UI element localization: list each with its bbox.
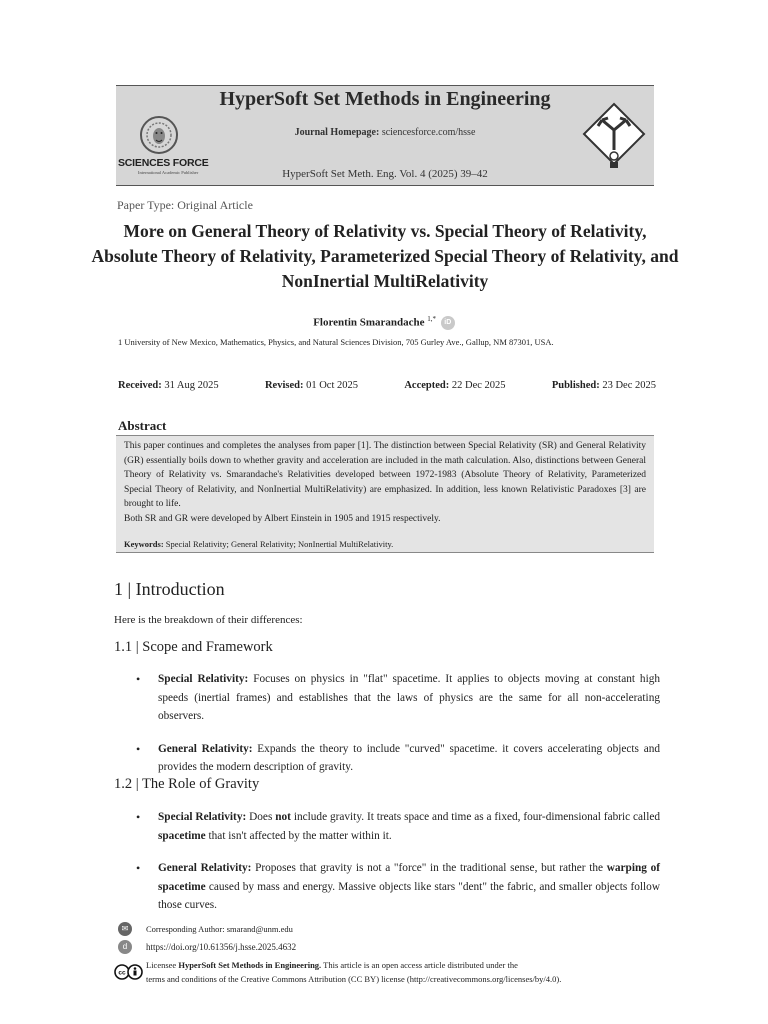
date-revised: Revised: 01 Oct 2025	[264, 380, 358, 391]
publisher-name: SCIENCES FORCE	[118, 157, 209, 169]
journal-header-banner	[116, 85, 654, 186]
date-published: Published: 23 Dec 2025	[551, 380, 656, 391]
corresponding-author[interactable]: Corresponding Author: smarand@unm.edu	[146, 924, 293, 934]
section-heading-introduction: 1 | Introduction	[114, 579, 225, 599]
journal-seal-icon	[578, 100, 650, 172]
license-line-2[interactable]: terms and conditions of the Creative Commons Attribution (CC BY) license (http://creativecommons.org/licenses/by/4.0).	[146, 974, 562, 984]
paper-type: Paper Type: Original Article	[117, 198, 253, 212]
list-item: • Special Relativity: Does not include gravity. It treats space and time as a fixed, four-dimensional fabric called spacetime that isn't affected by the matter within it.	[136, 808, 660, 845]
publication-dates	[118, 380, 656, 391]
abstract-box	[116, 435, 654, 553]
abstract-paragraph: This paper continues and completes the analyses from paper [1]. The distinction between Special Relativity (SR) and General Relativity (GR) essentially boils down to whether gravity and acceleration are included in the math calculation. Also, distinctions between General Theory of Relativity vs. Smarandache's Relativities developed between 1972-1983 (Absolute Theory of Relativity, Parameterized Special Theory of Relativity, and NonInertial MultiRelativity) are emphasized. In addition, less known Relativistic Paradoxes [3] are brought to life.	[124, 441, 646, 509]
journal-homepage	[116, 127, 654, 138]
cc-by-icon	[114, 964, 144, 980]
homepage-label: Journal Homepage:	[294, 127, 380, 138]
date-accepted: Accepted: 22 Dec 2025	[404, 380, 506, 391]
publisher-tagline: International Academic Publisher	[138, 170, 199, 175]
envelope-icon: ✉	[118, 922, 132, 936]
keywords-label: Keywords:	[124, 539, 164, 549]
list-item: • General Relativity: Expands the theory to include "curved" spacetime. it covers accelerating objects and provides the modern description of gravity.	[136, 740, 660, 777]
journal-title: HyperSoft Set Methods in Engineering	[219, 88, 551, 110]
doi-icon: d	[118, 940, 132, 954]
homepage-link[interactable]: sciencesforce.com/hsse	[381, 127, 476, 138]
article-title: More on General Theory of Relativity vs. Special Theory of Relativity, Absolute Theory of Relativity, Parameterized Special Theory of Relativity, and NonInertial MultiRelativity	[91, 221, 679, 291]
author-name: Florentin Smarandache	[313, 316, 425, 329]
license-line-1: Licensee HyperSoft Set Methods in Engineering. This article is an open access article distributed under the	[146, 960, 518, 970]
section-heading-gravity: 1.2 | The Role of Gravity	[114, 776, 260, 792]
abstract-heading: Abstract	[118, 418, 167, 433]
section-heading-scope: 1.1 | Scope and Framework	[114, 639, 273, 655]
abstract-text	[124, 439, 646, 526]
author-affiliation: 1 University of New Mexico, Mathematics, Physics, and Natural Sciences Division, 705 Gurley Ave., Gallup, NM 87301, USA.	[118, 337, 554, 347]
doi-link[interactable]: https://doi.org/10.61356/j.hsse.2025.4632	[146, 942, 297, 952]
author-line	[0, 315, 768, 330]
lion-logo-icon	[134, 110, 184, 160]
keywords-list: Special Relativity; General Relativity; NonInertial MultiRelativity.	[165, 539, 394, 549]
keywords	[124, 539, 393, 549]
gravity-bullet-list	[136, 808, 660, 915]
scope-bullet-list	[136, 670, 660, 777]
svg-text:cc: cc	[118, 969, 126, 977]
list-item: • General Relativity: Proposes that gravity is not a "force" in the traditional sense, but rather the warping of spacetime caused by mass and energy. Massive objects like stars "dent" the fabric, and smaller objects follow those curves.	[136, 859, 660, 915]
journal-citation: HyperSoft Set Meth. Eng. Vol. 4 (2025) 39–42	[282, 168, 488, 180]
author-marks: 1,*	[427, 315, 437, 323]
date-received: Received: 31 Aug 2025	[118, 380, 219, 391]
intro-paragraph: Here is the breakdown of their differences:	[114, 614, 303, 626]
list-item: • Special Relativity: Focuses on physics in "flat" spacetime. It applies to objects moving at constant high speeds (inertial frames) and establishes that the laws of physics are the same for all non-accelerating observers.	[136, 670, 660, 726]
abstract-paragraph-2: Both SR and GR were developed by Albert Einstein in 1905 and 1915 respectively.	[124, 513, 441, 524]
orcid-icon[interactable]: iD	[441, 316, 455, 330]
